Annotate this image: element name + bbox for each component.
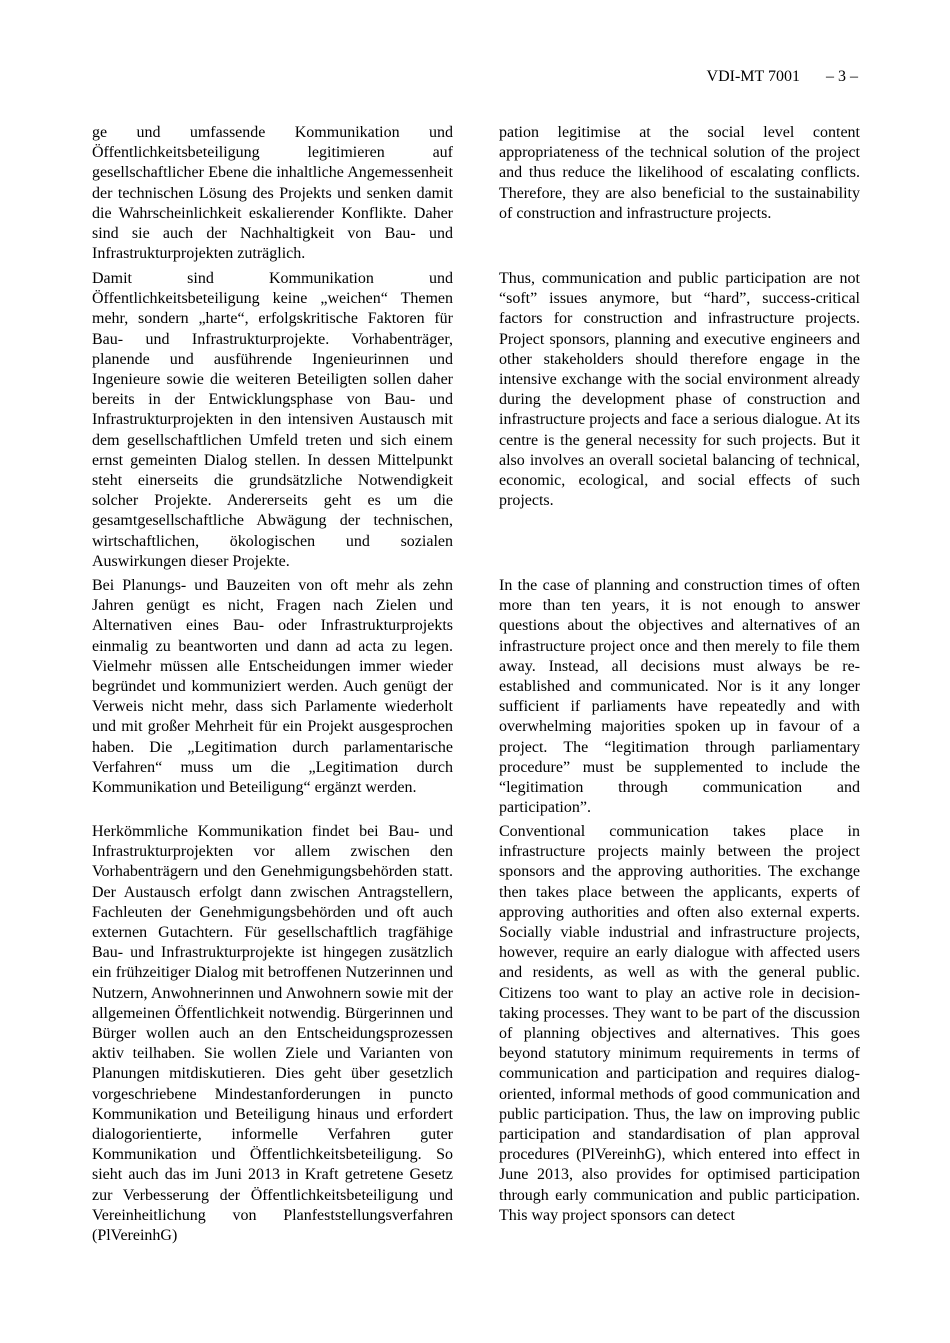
german-paragraph-2: Damit sind Kommunikation und Öffentlichkeitsbeteiligung keine „weichen“ Themen mehr, sondern „harte“, erfolgskritische Faktoren für Bau- und Infrastrukturprojekte. Vorhabenträger, planende und ausführende Ingenieurinnen und Ingenieure sowie die weiteren Beteiligten sollen daher bereits in der Entwicklungsphase von Bau- und Infrastrukturprojekten in den intensiven Austausch mit dem gesellschaftlichen Umfeld treten und sich einem ernst gemeinten Dialog stellen. In dessen Mittelpunkt steht einerseits die grundsätzliche Notwendigkeit solcher Projekte. Andererseits geht es um die gesamtgesellschaftliche Abwägung der technischen, wirtschaftlichen, ökologischen und sozialen Auswirkungen dieser Projekte.: [92, 270, 453, 570]
english-paragraph-2: Thus, communication and public participation are not “soft” issues anymore, but “hard”, success-critical factors for construction and infrastructure projects. Project sponsors, planning and executive engineers and other stakeholders should therefore engage in the intensive exchange with the social environment already during the development phase of construction and infrastructure projects and face a serious dialogue. At its centre is the general necessity for such projects. But it also involves an overall societal balancing of technical, economic, ecological, and social effects of such projects.: [499, 270, 860, 510]
paragraph-row-2: [92, 269, 860, 572]
page-number: – 3 –: [826, 68, 858, 85]
english-column: [499, 269, 860, 572]
german-paragraph-1: ge und umfassende Kommunikation und Öffentlichkeitsbeteiligung legitimieren auf gesellschaftlicher Ebene die inhaltliche Angemessenheit der technischen Lösung des Projekts und senken damit die Wahrscheinlichkeit eskalierender Konflikte. Daher sind sie auch der Nachhaltigkeit von Bau- und Infrastrukturprojekten zuträglich.: [92, 124, 453, 263]
english-column: [499, 822, 860, 1246]
paragraph-row-3: [92, 576, 860, 818]
german-paragraph-3: Bei Planungs- und Bauzeiten von oft mehr als zehn Jahren genügt es nicht, Fragen nach Zielen und Alternativen eines Bau- oder Infrastrukturprojekts einmalig zu beantworten und dann ad acta zu legen. Vielmehr müssen alle Entscheidungen immer wieder begründet und kommuniziert werden. Auch genügt der Verweis nicht mehr, dass sich Parlamente wiederholt und mit großer Mehrheit für ein Projekt ausgesprochen haben. Die „Legitimation durch parlamentarische Verfahren“ muss um die „Legitimation durch Kommunikation und Beteiligung“ ergänzt werden.: [92, 577, 453, 797]
german-column: [92, 269, 453, 572]
german-paragraph-4: Herkömmliche Kommunikation findet bei Bau- und Infrastrukturprojekten vor allem zwischen den Vorhabenträgern und den Genehmigungsbehörden statt. Der Austausch erfolgt dann zwischen Antragstellern, Fachleuten der Genehmigungsbehörden und oft auch externen Gutachtern. Für gesellschaftlich tragfähige Bau- und Infrastrukturprojekte ist hingegen zusätzlich ein frühzeitiger Dialog mit betroffenen Nutzerinnen und Nutzern, Anwohnerinnen und Anwohnern sowie mit der allgemeinen Öffentlichkeit notwendig. Bürgerinnen und Bürger wollen auch an den Entscheidungsprozessen aktiv teilhaben. Sie wollen Ziele und Varianten von Planungen mitdiskutieren. Dies geht über gesetzlich vorgeschriebene Mindestanforderungen in puncto Kommunikation und Beteiligung hinaus und erfordert dialogorientierte, informelle Verfahren guter Kommunikation und Öffentlichkeitsbeteiligung. So sieht auch das im Juni 2013 in Kraft getretene Gesetz zur Verbesserung der Öffentlichkeitsbeteiligung und Vereinheitlichung von Planfeststellungsverfahren (PlVereinhG): [92, 823, 453, 1245]
page-header: [707, 66, 858, 88]
german-column: [92, 123, 453, 264]
paragraph-row-4: [92, 822, 860, 1246]
german-column: [92, 822, 453, 1246]
document-id: VDI-MT 7001: [706, 68, 800, 85]
english-paragraph-4: Conventional communication takes place in infrastructure projects mainly between the project sponsors and the approving authorities. The exchange then takes place between the applicants, experts of approving authorities and often also external experts. Socially viable industrial and infrastructure projects, however, require an early dialogue with affected users and residents, as well as with the general public. Citizens too want to play an active role in decision-taking processes. They want to be part of the discussion of planning objectives and alternatives. This goes beyond statutory minimum requirements in terms of communication and participation and requires dialog-oriented, informal methods of good communication and public participation. Thus, the law on improving public participation and standardisation of plan approval procedures (PlVereinhG), which entered into effect in June 2013, also provides for optimised participation through early communication and public participation. This way project sponsors can detect: [499, 823, 860, 1224]
english-paragraph-1: pation legitimise at the social level content appropriateness of the technical solution of the project and thus reduce the likelihood of escalating conflicts. Therefore, they are also beneficial to the sustainability of construction and infrastructure projects.: [499, 124, 860, 222]
english-paragraph-3: In the case of planning and construction times of often more than ten years, it is not enough to answer questions about the objectives and alternatives of an infrastructure project once and then merely to file them away. Instead, all decisions must always be re-established and communicated. Nor is it any longer sufficient if parliaments have repeatedly and with overwhelming majorities spoken up in favour of a project. The “legitimation through parliamentary procedure” must be supplemented to include the “legitimation through communication and participation”.: [499, 577, 860, 817]
paragraph-row-1: [92, 123, 860, 264]
english-column: [499, 576, 860, 818]
german-column: [92, 576, 453, 818]
english-column: [499, 123, 860, 264]
